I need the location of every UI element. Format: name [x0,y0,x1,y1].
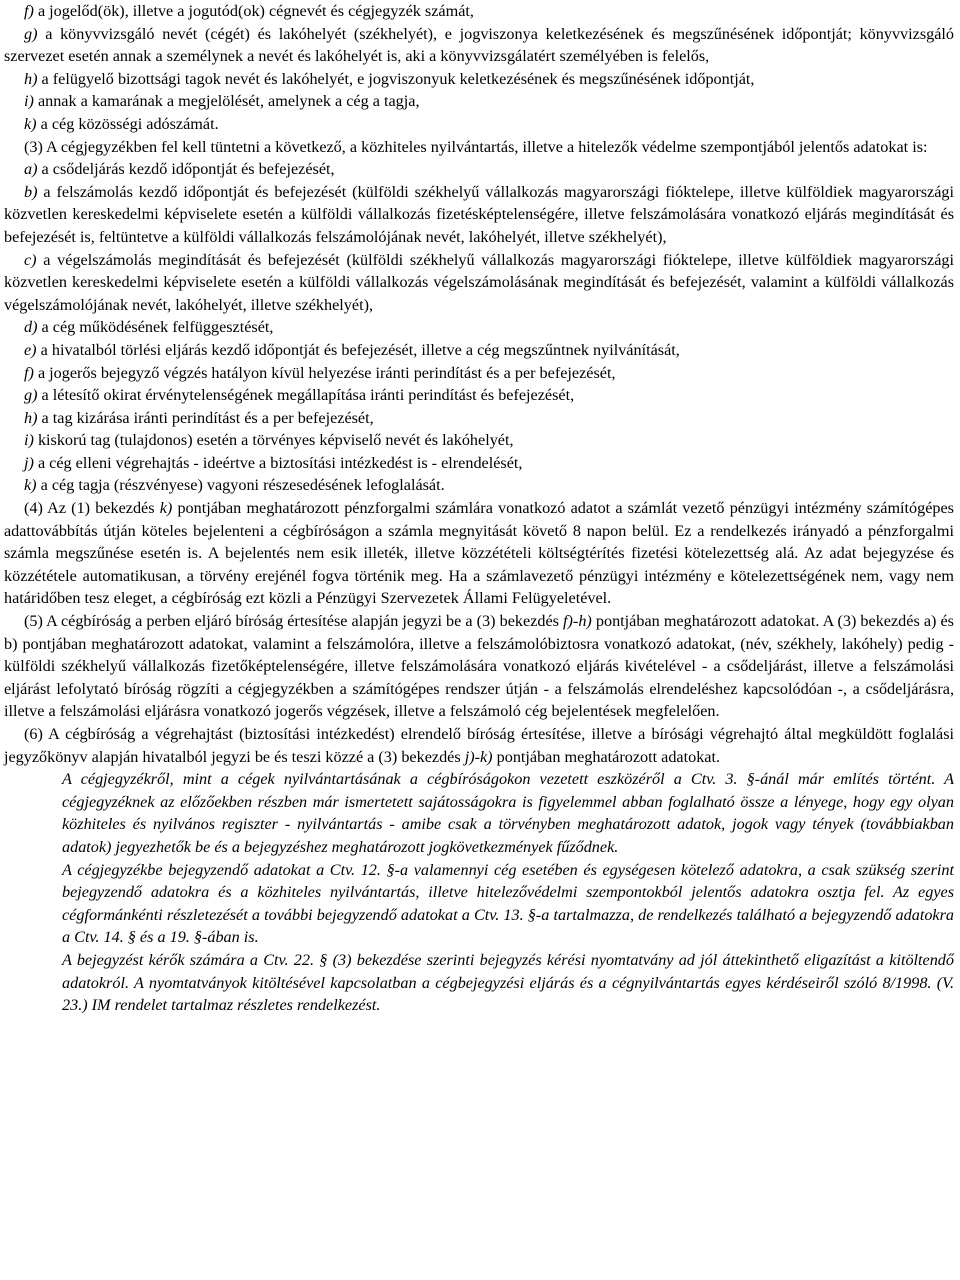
commentary-paragraph: A cégjegyzékbe bejegyzendő adatokat a Ctv. 12. §-a valamennyi cég esetében és egységesen kötelező adatokra, a csak szükség szerint bejegyzendő adatokra és a közhiteles nyilvántartás, illetve hitelezővédelmi szempontokból jelentős adatokra osztja fel. Az egyes cégformánkénti részletezését a további bejegyzendő adatokat a Ctv. 13. §-a tartalmazza, de rendelkezés található a bejegyzendő adatokra a Ctv. 14. § és a 19. §-ában is. [62,860,954,947]
point-reference: j)-k) [464,747,493,766]
paragraph-6 [4,723,954,768]
item-letter: k) [24,476,37,495]
list-item [4,113,954,136]
list-items-second [4,158,954,497]
item-letter: f) [24,363,34,382]
item-text: a felügyelő bizottsági tagok nevét és lakóhelyét, e jogviszonyuk keletkezésének és megszűnésének időpontját, [37,69,755,88]
item-text: a végelszámolás megindítását és befejezését (külföldi székhelyű vállalkozás magyarországi fióktelepe, illetve külföldiek magyarországi közvetlen kereskedelmi képviselete esetén a külföldi vállalkozás végelszámolásának megindítását és befejezését, valamint a külföldi vállalkozás végelszámolójának nevét, lakóhelyét, illetve székhelyét), [4,250,954,314]
item-letter: a) [24,160,38,179]
list-item [4,452,954,475]
item-letter: i) [24,92,34,111]
paragraph-3-intro: (3) A cégjegyzékben fel kell tüntetni a következő, a közhiteles nyilvántartás, illetve a hitelezők védelme szempontjából jelentős adatokat is: [24,137,928,156]
item-text: a létesítő okirat érvénytelenségének megállapítása iránti perindítást és befejezését, [37,386,575,405]
paragraph-text: (5) A cégbíróság a perben eljáró bíróság értesítése alapján jegyzi be a (3) bekezdés [24,612,564,631]
item-text: a hivatalból törlési eljárás kezdő időpontját és befejezését, illetve a cég megszűntnek nyilvánítását, [36,340,680,359]
list-item [4,316,954,339]
paragraph-text: pontjában meghatározott adatokat. A (3) bekezdés a) és b) pontjában meghatározott adatokat, valamint a felszámolóra, illetve a felszámolóbiztosra vonatkozó adatokat, (név, székhely, lakóhely) pedig - külföldi székhelyű vállalkozás fizetőképtelenségére, illetve felszámolására vonatkozó eljárás kivételével - a csődeljárást, illetve a felszámolási eljárást lefolytató bíróság rögzíti a cégjegyzékben a számítógépes rendszer útján - a felszámolás elrendeléshez kapcsolódóan -, a csődeljárásra, illetve a felszámolási eljárásra vonatkozó jogerős végzések, illetve a felszámoló cég bejelentések megfelelően. [4,612,954,721]
list-item [4,181,954,249]
paragraph-text: (4) Az (1) bekezdés [24,499,160,518]
item-text: a cég tagja (részvényese) vagyoni részesedésének lefoglalását. [36,476,445,495]
item-text: annak a kamarának a megjelölését, amelynek a cég a tagja, [33,92,420,111]
commentary-section [4,768,954,1017]
list-item [4,249,954,317]
item-text: a cég elleni végrehajtás - ideértve a biztosítási intézkedést is - elrendelését, [33,453,523,472]
paragraph-text: (6) A cégbíróság a végrehajtást (biztosítási intézkedést) elrendelő bíróság értesítése, illetve a bírósági végrehajtó által megküldött foglalási jegyzőkönyv alapján hivatalból jegyzi be és teszi közzé a (3) bekezdés [4,725,954,766]
item-text: a csődeljárás kezdő időpontját és befejezését, [37,160,335,179]
item-letter: h) [24,408,38,427]
commentary-paragraph: A bejegyzést kérők számára a Ctv. 22. § (3) bekezdése szerinti bejegyzés kérési nyomtatvány ad jól áttekinthető eligazítást a kitöltendő adatokról. A nyomtatványok kitöltésével kapcsolatban a cégbejegyzési eljárás és a cégnyilvántartás egyes kérdéseiről szóló 8/1998. (V. 23.) IM rendelet tartalmaz részletes rendelkezést. [62,950,954,1015]
list-item [4,339,954,362]
paragraph-text: pontjában meghatározott adatokat. [492,747,721,766]
item-letter: k) [24,114,37,133]
item-letter: d) [24,318,38,337]
list-item [4,407,954,430]
list-item [4,0,954,23]
point-reference: f)-h) [563,612,592,631]
paragraph-text: pontjában meghatározott pénzforgalmi számlára vonatkozó adatot a számlát vezető pénzügyi intézmény számítógépes adattovábbítás útján köteles bejelenteni a cégbíróságon a számla megnyitását követő 8 napon belül. Ez a rendelkezés irányadó a pénzforgalmi számla megszűnése esetén is. A bejelentés nem esik illeték, illetve közzétételi költségtérítés fizetési kötelezettség alá. Az adat bejegyzése és közzététele automatikusan, a törvény erejénél fogva történik meg. Ha a számlavezető pénzügyi intézmény e kötelezettségének nem, vagy nem határidőben tesz eleget, a cégbíróság ezt közli a Pénzügyi Szervezetek Állami Felügyeletével. [4,499,954,608]
item-text: a jogerős bejegyző végzés hatályon kívül helyezése iránti perindítást és a per befejezését, [33,363,616,382]
item-letter: e) [24,340,37,359]
item-letter: h) [24,69,38,88]
item-letter: b) [24,182,38,201]
item-text: kiskorú tag (tulajdonos) esetén a törvényes képviselő nevét és lakóhelyét, [33,431,514,450]
list-item [4,23,954,68]
list-item [4,474,954,497]
item-text: a jogelőd(ök), illetve a jogutód(ok) cégnevét és cégjegyzék számát, [33,2,474,20]
list-item [4,384,954,407]
commentary-paragraph: A cégjegyzékről, mint a cégek nyilvántartásának a cégbíróságokon vezetett eszközéről a Ctv. 3. §-ánál már említés történt. A cégjegyzéknek az előzőekben részben már ismertetett sajátosságokra is figyelemmel abban foglalható össze a lényege, hogy egy olyan közhiteles és nyilvános regiszter - nyilvántartás - amibe csak a törvényben meghatározott adatok, jogok vagy tények (továbbiakban adatok) jegyezhetők be és a bejegyzéshez meghatározott jogkövetkezmények fűződnek. [62,770,954,856]
item-letter: i) [24,431,34,450]
point-reference: k) [159,499,173,518]
list-item [4,158,954,181]
item-text: a tag kizárása iránti perindítást és a per befejezését, [37,408,374,427]
list-item [4,90,954,113]
list-item [4,429,954,452]
item-text: a felszámolás kezdő időpontját és befejezését (külföldi székhelyű vállalkozás magyarországi fióktelepe, illetve külföldiek magyarországi közvetlen kereskedelmi képviselete esetén a külföldi vállalkozás fizetésképtelenségére, illetve felszámolására vonatkozó eljárás megindítását és befejezését is, feltüntetve a külföldi vállalkozás felszámolójának nevét, lakóhelyét, illetve székhelyét), [4,182,954,246]
item-text: a könyvvizsgáló nevét (cégét) és lakóhelyét (székhelyét), e jogviszonya keletkezésének és megszűnésének időpontját; könyvvizsgáló szervezet esetén annak a személynek a nevét és lakóhelyét is, aki a könyvvizsgálatért személyében is felelős, [4,24,954,66]
item-letter: c) [24,250,37,269]
list-item [4,362,954,385]
item-text: a cég közösségi adószámát. [36,114,219,133]
item-text: a cég működésének felfüggesztését, [37,318,274,337]
list-items-first [4,0,954,136]
item-letter: j) [24,453,34,472]
paragraph-4 [4,497,954,610]
item-letter: g) [24,24,38,43]
item-letter: g) [24,386,38,405]
paragraph-5 [4,610,954,723]
list-item [4,68,954,91]
item-letter: f) [24,2,34,20]
